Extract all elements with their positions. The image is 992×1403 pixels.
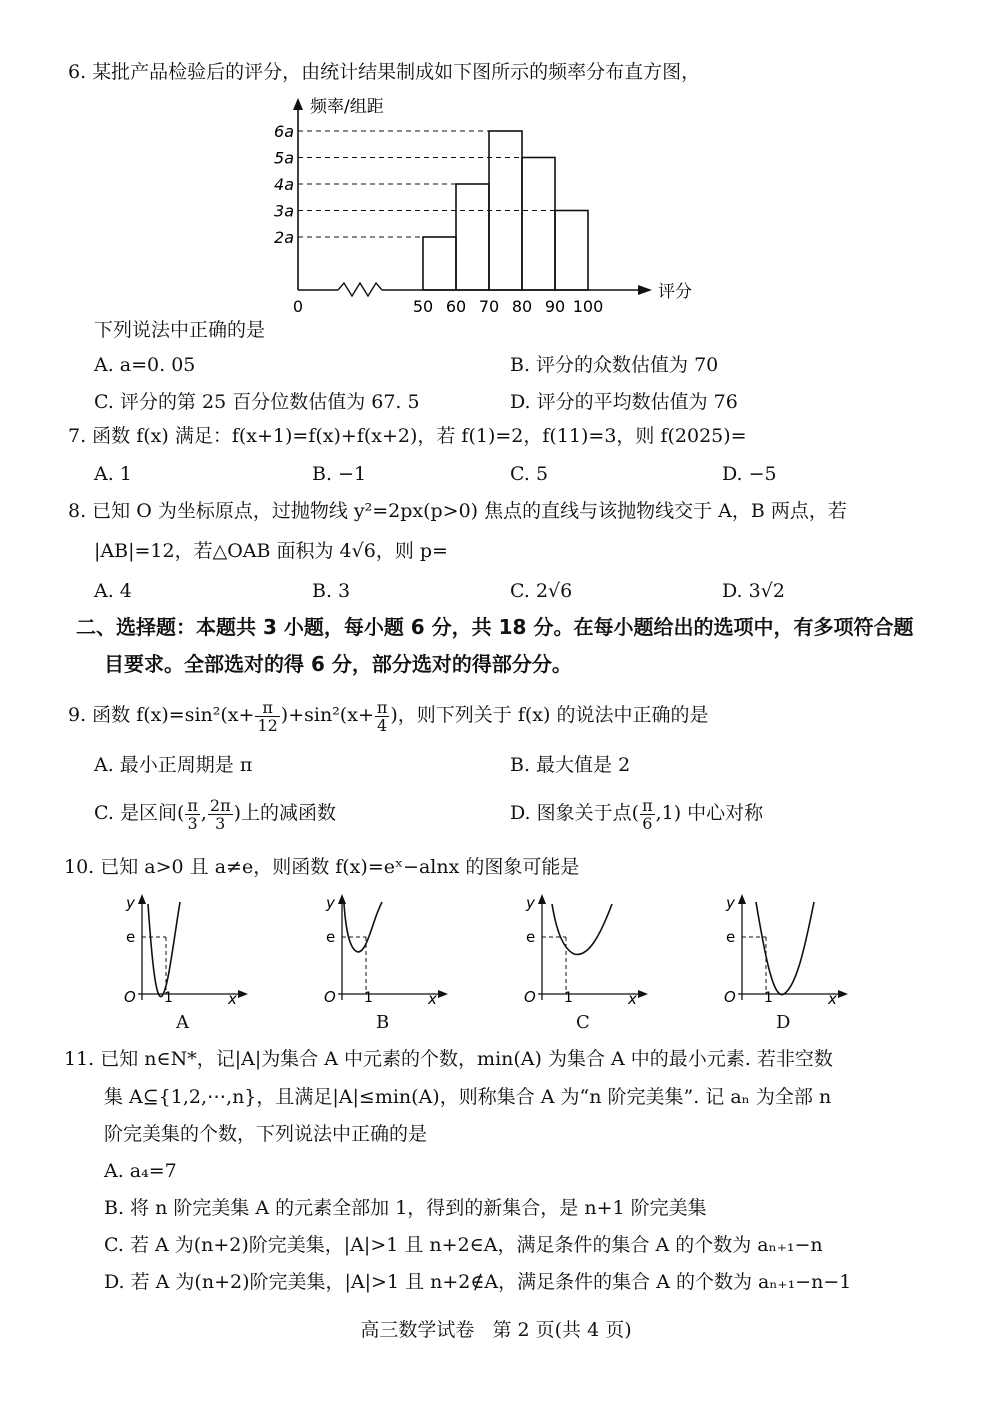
axis-label-y: y <box>126 894 135 912</box>
graph-label-d: D <box>776 1012 791 1033</box>
q7-option-d: D. −5 <box>722 463 777 485</box>
q9-stem <box>68 698 708 734</box>
q11-line-3: 阶完美集的个数，下列说法中正确的是 <box>104 1123 428 1145</box>
tick-label-1: 1 <box>364 990 373 1006</box>
q9-stem-post: )，则下列关于 f(x) 的说法中正确的是 <box>390 704 709 726</box>
function-curve <box>344 902 382 952</box>
axis-label-y: y <box>326 894 335 912</box>
graph-d <box>718 892 858 1012</box>
q11-option-b: B. 将 n 阶完美集 A 的元素全部加 1，得到的新集合，是 n+1 阶完美集 <box>104 1197 707 1219</box>
y-tick-label: 4a <box>274 175 294 194</box>
y-axis-arrow <box>338 894 346 904</box>
q7-option-a: A. 1 <box>94 463 132 485</box>
q6-prompt: 下列说法中正确的是 <box>94 319 266 341</box>
q8-line-2: |AB|=12，若△OAB 面积为 4√6，则 p= <box>94 540 448 562</box>
tick-label-e: e <box>326 928 336 946</box>
histogram-bar <box>555 211 588 291</box>
q11-option-a: A. a₄=7 <box>104 1160 177 1182</box>
graph-a <box>118 892 258 1012</box>
q9-frac-1: $\frac{\pi}{12}$ <box>257 697 278 735</box>
q9-stem-pre: 9. 函数 f(x)=sin²(x+ <box>68 704 255 726</box>
q8-option-b: B. 3 <box>312 580 351 602</box>
origin-label: O <box>124 988 136 1006</box>
origin-label: O <box>324 988 336 1006</box>
q11-line-1: 11. 已知 n∈N*，记|A|为集合 A 中元素的个数，min(A) 为集合 A 中的最小元素. 若非空数 <box>64 1048 833 1070</box>
q8-option-a: A. 4 <box>94 580 132 602</box>
function-curve <box>148 902 180 997</box>
y-axis-arrow <box>293 98 303 110</box>
function-curve <box>552 904 612 954</box>
axis-label-y: y <box>526 894 535 912</box>
x-axis-arrow <box>838 990 848 998</box>
x-axis-arrow <box>638 285 652 295</box>
q9-option-d: D. 图象关于点( $\frac{\pi}{6}$ ,1) 中心对称 <box>510 795 764 833</box>
q7-stem: 7. 函数 f(x) 满足：f(x+1)=f(x)+f(x+2)，若 f(1)=2，f(11)=3，则 f(2025)= <box>68 425 747 447</box>
histogram-chart <box>260 90 720 320</box>
tick-label-1: 1 <box>764 990 773 1006</box>
q8-option-c: C. 2√6 <box>510 580 573 602</box>
q8-option-d: D. 3√2 <box>722 580 785 602</box>
graph-b <box>318 892 458 1012</box>
q9-option-a: A. 最小正周期是 π <box>94 754 253 776</box>
q6-stem: 6. 某批产品检验后的评分，由统计结果制成如下图所示的频率分布直方图， <box>68 61 701 83</box>
x-axis-arrow <box>438 990 448 998</box>
y-tick-label: 5a <box>274 148 294 168</box>
tick-label-e: e <box>726 928 736 946</box>
x-tick-label: 0 <box>292 297 304 316</box>
axis-label-x: x <box>228 990 237 1008</box>
q11-option-c: C. 若 A 为(n+2)阶完美集，|A|>1 且 n+2∈A，满足条件的集合 A 的个数为 aₙ₊₁−n <box>104 1234 823 1256</box>
x-tick-label: 70 <box>478 297 500 316</box>
y-tick-label: 6a <box>274 122 294 141</box>
q9-stem-mid: )+sin²(x+ <box>280 704 374 726</box>
q10-stem: 10. 已知 a>0 且 a≠e，则函数 f(x)=eˣ−alnx 的图象可能是 <box>64 856 580 878</box>
tick-label-e: e <box>526 928 536 946</box>
q6-option-d: D. 评分的平均数估值为 76 <box>510 391 738 413</box>
x-axis-arrow <box>238 990 248 998</box>
y-tick-label: 2a <box>274 228 294 247</box>
graph-label-b: B <box>376 1012 390 1033</box>
y-tick-label: 3a <box>274 201 294 221</box>
q6-option-a: A. a=0. 05 <box>94 354 196 376</box>
histogram-bar <box>456 184 489 290</box>
graph-label-c: C <box>576 1012 590 1033</box>
q11-line-2: 集 A⊆{1,2,⋯,n}，且满足|A|≤min(A)，则称集合 A 为“n 阶完美集”. 记 aₙ 为全部 n <box>104 1086 832 1108</box>
section-2-heading-line-2: 目要求。全部选对的得 6 分，部分选对的得部分分。 <box>104 652 572 676</box>
axis-label-x: x <box>628 990 637 1008</box>
y-axis-label: 频率/组距 <box>310 97 384 117</box>
x-axis-label: 评分 <box>658 282 692 302</box>
q7-option-b: B. −1 <box>312 463 367 485</box>
q11-option-d: D. 若 A 为(n+2)阶完美集，|A|>1 且 n+2∉A，满足条件的集合 A 的个数为 aₙ₊₁−n−1 <box>104 1271 852 1293</box>
x-axis-arrow <box>638 990 648 998</box>
graph-c <box>518 892 658 1012</box>
q6-option-c: C. 评分的第 25 百分位数估值为 67. 5 <box>94 391 420 413</box>
q8-line-1: 8. 已知 O 为坐标原点，过抛物线 y²=2px(p>0) 焦点的直线与该抛物线交于 A，B 两点，若 <box>68 500 847 522</box>
axis-break-zigzag <box>338 283 382 296</box>
tick-label-e: e <box>126 928 136 946</box>
origin-label: O <box>724 988 736 1006</box>
function-curve <box>756 902 814 995</box>
x-tick-label: 100 <box>572 297 604 316</box>
x-tick-label: 60 <box>445 297 467 316</box>
x-tick-label: 90 <box>544 297 566 316</box>
x-tick-label: 50 <box>412 297 434 316</box>
q9-frac-2: $\frac{\pi}{4}$ <box>376 697 388 735</box>
y-axis-arrow <box>138 894 146 904</box>
axis-label-x: x <box>428 990 437 1008</box>
graph-label-a: A <box>176 1012 189 1033</box>
y-axis-arrow <box>738 894 746 904</box>
axis-label-y: y <box>726 894 735 912</box>
q9-option-c: C. 是区间( $\frac{\pi}{3}$ , $\frac{2\pi}{3}$ )上的减函数 <box>94 795 337 833</box>
origin-label: O <box>524 988 536 1006</box>
q6-option-b: B. 评分的众数估值为 70 <box>510 354 719 376</box>
tick-label-1: 1 <box>564 990 573 1006</box>
tick-label-1: 1 <box>164 990 173 1006</box>
x-tick-label: 80 <box>511 297 533 316</box>
y-axis-arrow <box>538 894 546 904</box>
page-footer: 高三数学试卷 第 2 页(共 4 页) <box>360 1319 632 1341</box>
histogram-bar <box>522 158 555 291</box>
section-2-heading-line-1: 二、选择题：本题共 3 小题，每小题 6 分，共 18 分。在每小题给出的选项中，有多项符合题 <box>76 615 914 639</box>
histogram-bar <box>423 237 456 290</box>
q9-option-b: B. 最大值是 2 <box>510 754 631 776</box>
q7-option-c: C. 5 <box>510 463 549 485</box>
axis-label-x: x <box>828 990 837 1008</box>
